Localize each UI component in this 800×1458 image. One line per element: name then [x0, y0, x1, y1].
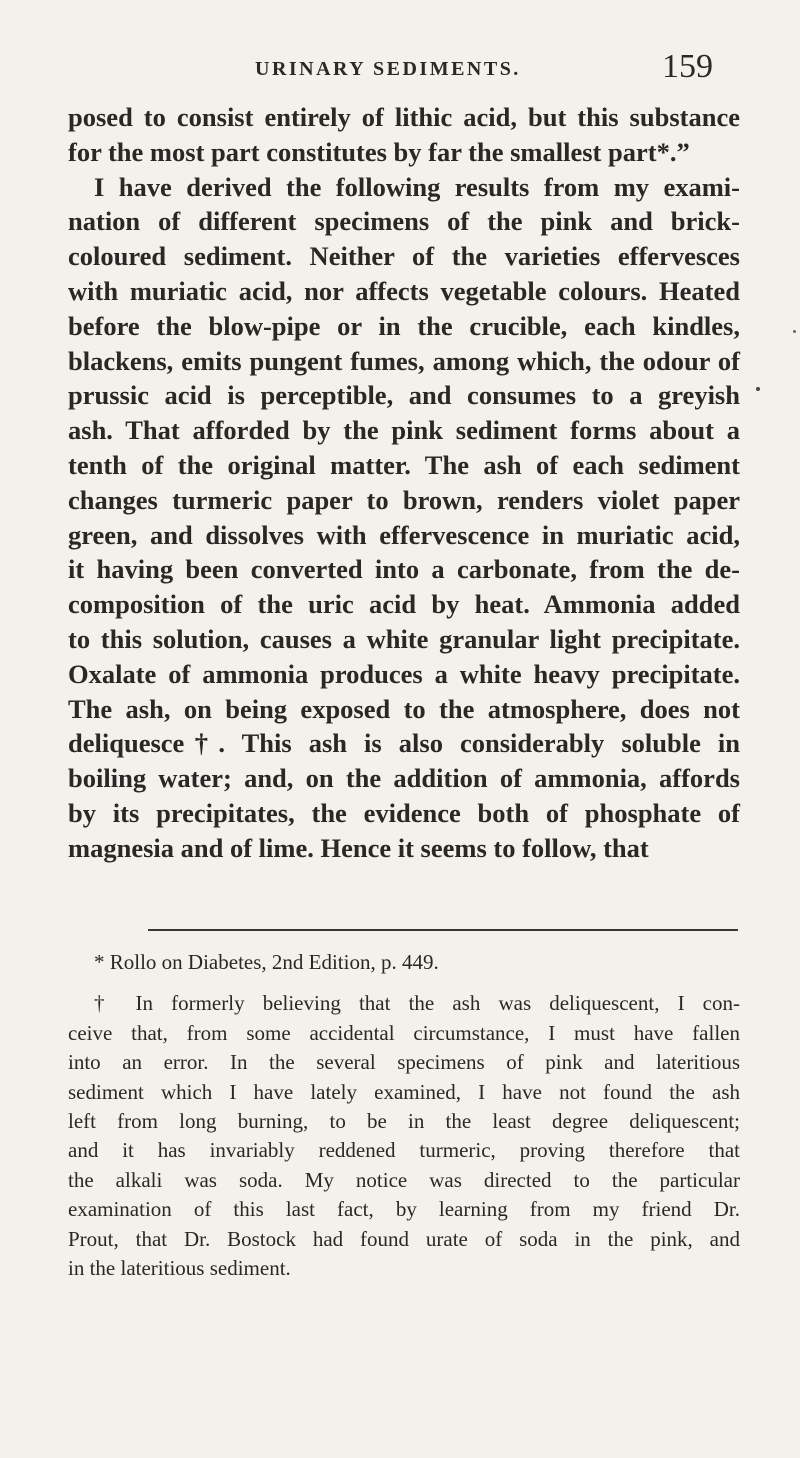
- footnote-line: the alkali was soda. My notice was directed to the particular: [68, 1167, 740, 1192]
- footnote-line: left from long burning, to be in the least degree deliquescent;: [68, 1108, 740, 1133]
- body-line: I have derived the following results from my exami-: [94, 171, 740, 202]
- body-line: to this solution, causes a white granular light precipitate.: [68, 623, 740, 654]
- footnote-line: Prout, that Dr. Bostock had found urate of soda in the pink, and: [68, 1226, 740, 1251]
- body-line: composition of the uric acid by heat. Ammonia added: [68, 589, 740, 620]
- body-line: tenth of the original matter. The ash of each sediment: [68, 449, 740, 480]
- body-line: nation of different specimens of the pink and brick-: [68, 206, 740, 237]
- body-line: it having been converted into a carbonate, from the de-: [68, 554, 740, 585]
- body-line: coloured sediment. Neither of the varieties effervesces: [68, 241, 740, 272]
- body-line: The ash, on being exposed to the atmosphere, does not: [68, 693, 740, 724]
- body-line: blackens, emits pungent fumes, among which, the odour of: [68, 345, 740, 376]
- body-line: before the blow-pipe or in the crucible, each kindles,: [68, 310, 740, 341]
- body-line: for the most part constitutes by far the smallest part*.”: [68, 136, 690, 167]
- footnote-line: sediment which I have lately examined, I have not found the ash: [68, 1079, 740, 1104]
- body-line: prussic acid is perceptible, and consumes to a greyish: [68, 380, 740, 411]
- body-text: [68, 100, 740, 866]
- footnote-line: examination of this last fact, by learning from my friend Dr.: [68, 1197, 740, 1222]
- body-line: changes turmeric paper to brown, renders violet paper: [68, 484, 740, 515]
- footnotes: [68, 948, 740, 1283]
- body-line: by its precipitates, the evidence both of phosphate of: [68, 797, 740, 828]
- body-line: ash. That afforded by the pink sediment forms about a: [68, 415, 740, 446]
- running-title: URINARY SEDIMENTS.: [255, 58, 521, 80]
- page-number: 159: [662, 48, 713, 85]
- footnote-line: ceive that, from some accidental circumstance, I must have fallen: [68, 1020, 740, 1045]
- footnote-line: † In formerly believing that the ash was deliquescent, I con-: [94, 991, 740, 1016]
- body-line: posed to consist entirely of lithic acid, but this substance: [68, 102, 740, 132]
- margin-mark: [756, 387, 760, 391]
- body-line: magnesia and of lime. Hence it seems to follow, that: [68, 832, 649, 863]
- body-line: boiling water; and, on the addition of ammonia, affords: [68, 763, 740, 794]
- body-line: green, and dissolves with effervescence in muriatic acid,: [68, 519, 740, 550]
- footnote-line: * Rollo on Diabetes, 2nd Edition, p. 449.: [94, 950, 439, 974]
- footnote-line: in the lateritious sediment.: [68, 1255, 291, 1280]
- footnote-line: and it has invariably reddened turmeric, proving therefore that: [68, 1138, 740, 1163]
- footnote-line: into an error. In the several specimens of pink and lateritious: [68, 1050, 740, 1075]
- body-line: with muriatic acid, nor affects vegetable colours. Heated: [68, 275, 740, 306]
- footnote-rule: [148, 929, 738, 931]
- footnote-gap: [68, 977, 740, 989]
- body-line: Oxalate of ammonia produces a white heavy precipitate.: [68, 658, 740, 689]
- margin-speck: [793, 330, 796, 333]
- running-head: [0, 46, 800, 86]
- body-line: deliquesce†. This ash is also considerably soluble in: [68, 728, 740, 759]
